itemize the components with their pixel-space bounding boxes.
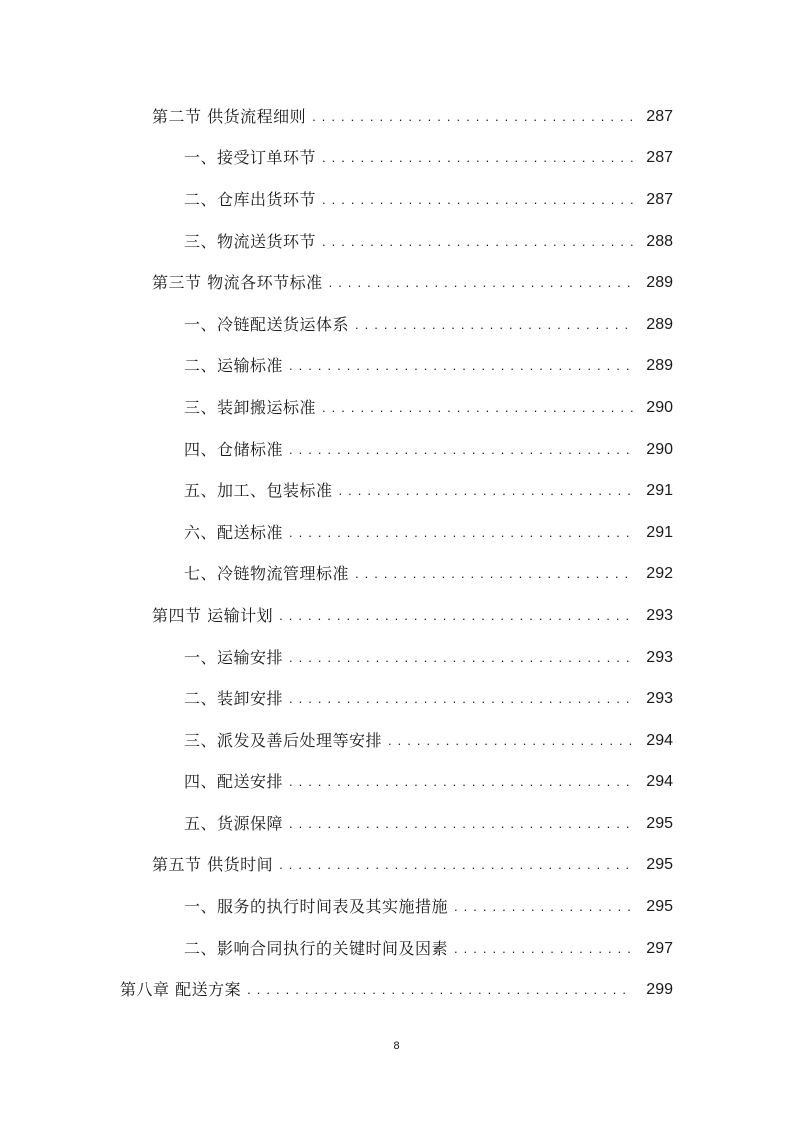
dot-leader — [289, 650, 633, 666]
toc-entry[interactable] — [0, 554, 793, 596]
toc-entry[interactable] — [0, 512, 793, 554]
toc-entry[interactable] — [0, 470, 793, 512]
toc-entry[interactable] — [0, 678, 793, 720]
dot-leader — [289, 816, 633, 832]
toc-entry-title: 第二节 供货流程细则 — [152, 106, 307, 126]
toc-entry[interactable] — [0, 179, 793, 221]
toc-entry[interactable] — [0, 637, 793, 679]
page-number: 8 — [393, 1040, 400, 1052]
toc-entry-page: 291 — [646, 523, 673, 541]
toc-entry-page: 294 — [646, 731, 673, 749]
toc-entry-title: 三、派发及善后处理等安排 — [184, 730, 383, 750]
dot-leader — [329, 275, 633, 291]
toc-entry-page: 289 — [646, 274, 673, 292]
toc-entry-title: 三、物流送货环节 — [184, 231, 317, 251]
toc-entry-title: 第四节 运输计划 — [152, 605, 274, 625]
dot-leader — [279, 857, 633, 873]
toc-entry-title: 六、配送标准 — [184, 522, 284, 542]
toc-entry-title: 一、运输安排 — [184, 647, 284, 667]
dot-leader — [388, 733, 633, 749]
dot-leader — [312, 109, 633, 125]
toc-entry-page: 294 — [646, 773, 673, 791]
toc-entry-page: 287 — [646, 190, 673, 208]
toc-entry-title: 第八章 配送方案 — [120, 980, 242, 1000]
dot-leader — [454, 941, 633, 957]
toc-entry-title: 第五节 供货时间 — [152, 855, 274, 875]
toc-entry-title: 七、冷链物流管理标准 — [184, 564, 350, 584]
dot-leader — [289, 525, 633, 541]
table-of-contents — [0, 96, 793, 1011]
toc-entry-page: 293 — [646, 690, 673, 708]
toc-entry-page: 287 — [646, 149, 673, 167]
dot-leader — [355, 566, 633, 582]
toc-entry-page: 289 — [646, 357, 673, 375]
toc-entry-page: 293 — [646, 648, 673, 666]
toc-entry[interactable] — [0, 720, 793, 762]
toc-entry-page: 290 — [646, 440, 673, 458]
toc-entry-title: 四、仓储标准 — [184, 439, 284, 459]
dot-leader — [339, 483, 633, 499]
toc-entry-title: 二、装卸安排 — [184, 689, 284, 709]
toc-entry[interactable] — [0, 387, 793, 429]
toc-entry-page: 291 — [646, 482, 673, 500]
toc-entry-title: 一、接受订单环节 — [184, 148, 317, 168]
toc-entry-page: 297 — [646, 939, 673, 957]
toc-entry[interactable] — [0, 96, 793, 138]
toc-entry-title: 二、仓库出货环节 — [184, 189, 317, 209]
toc-entry[interactable] — [0, 886, 793, 928]
toc-entry[interactable] — [0, 262, 793, 304]
toc-entry-title: 第三节 物流各环节标准 — [152, 273, 323, 293]
toc-entry-page: 293 — [646, 606, 673, 624]
toc-entry[interactable] — [0, 762, 793, 804]
dot-leader — [247, 982, 633, 998]
toc-entry[interactable] — [0, 221, 793, 263]
toc-entry-title: 五、加工、包装标准 — [184, 481, 333, 501]
dot-leader — [454, 899, 633, 915]
toc-entry[interactable] — [0, 595, 793, 637]
toc-entry[interactable] — [0, 304, 793, 346]
toc-entry[interactable] — [0, 138, 793, 180]
dot-leader — [279, 608, 633, 624]
toc-entry[interactable] — [0, 969, 793, 1011]
toc-entry-page: 295 — [646, 814, 673, 832]
toc-entry-page: 295 — [646, 856, 673, 874]
dot-leader — [322, 400, 633, 416]
toc-entry[interactable] — [0, 845, 793, 887]
toc-entry-title: 三、装卸搬运标准 — [184, 397, 317, 417]
dot-leader — [289, 442, 633, 458]
toc-entry[interactable] — [0, 346, 793, 388]
toc-entry-page: 292 — [646, 565, 673, 583]
toc-entry-page: 288 — [646, 232, 673, 250]
toc-entry-page: 295 — [646, 898, 673, 916]
dot-leader — [289, 774, 633, 790]
toc-entry[interactable] — [0, 803, 793, 845]
dot-leader — [289, 691, 633, 707]
toc-entry-title: 二、影响合同执行的关键时间及因素 — [184, 938, 449, 958]
dot-leader — [355, 317, 633, 333]
dot-leader — [322, 234, 633, 250]
toc-entry-title: 一、冷链配送货运体系 — [184, 314, 350, 334]
toc-entry-title: 五、货源保障 — [184, 813, 284, 833]
dot-leader — [322, 192, 633, 208]
dot-leader — [322, 150, 633, 166]
toc-entry-title: 一、服务的执行时间表及其实施措施 — [184, 897, 449, 917]
toc-entry-page: 290 — [646, 398, 673, 416]
toc-entry-page: 299 — [646, 981, 673, 999]
toc-entry-title: 四、配送安排 — [184, 772, 284, 792]
toc-entry[interactable] — [0, 928, 793, 970]
toc-entry[interactable] — [0, 429, 793, 471]
dot-leader — [289, 358, 633, 374]
toc-entry-page: 287 — [646, 107, 673, 125]
toc-entry-page: 289 — [646, 315, 673, 333]
toc-entry-title: 二、运输标准 — [184, 356, 284, 376]
